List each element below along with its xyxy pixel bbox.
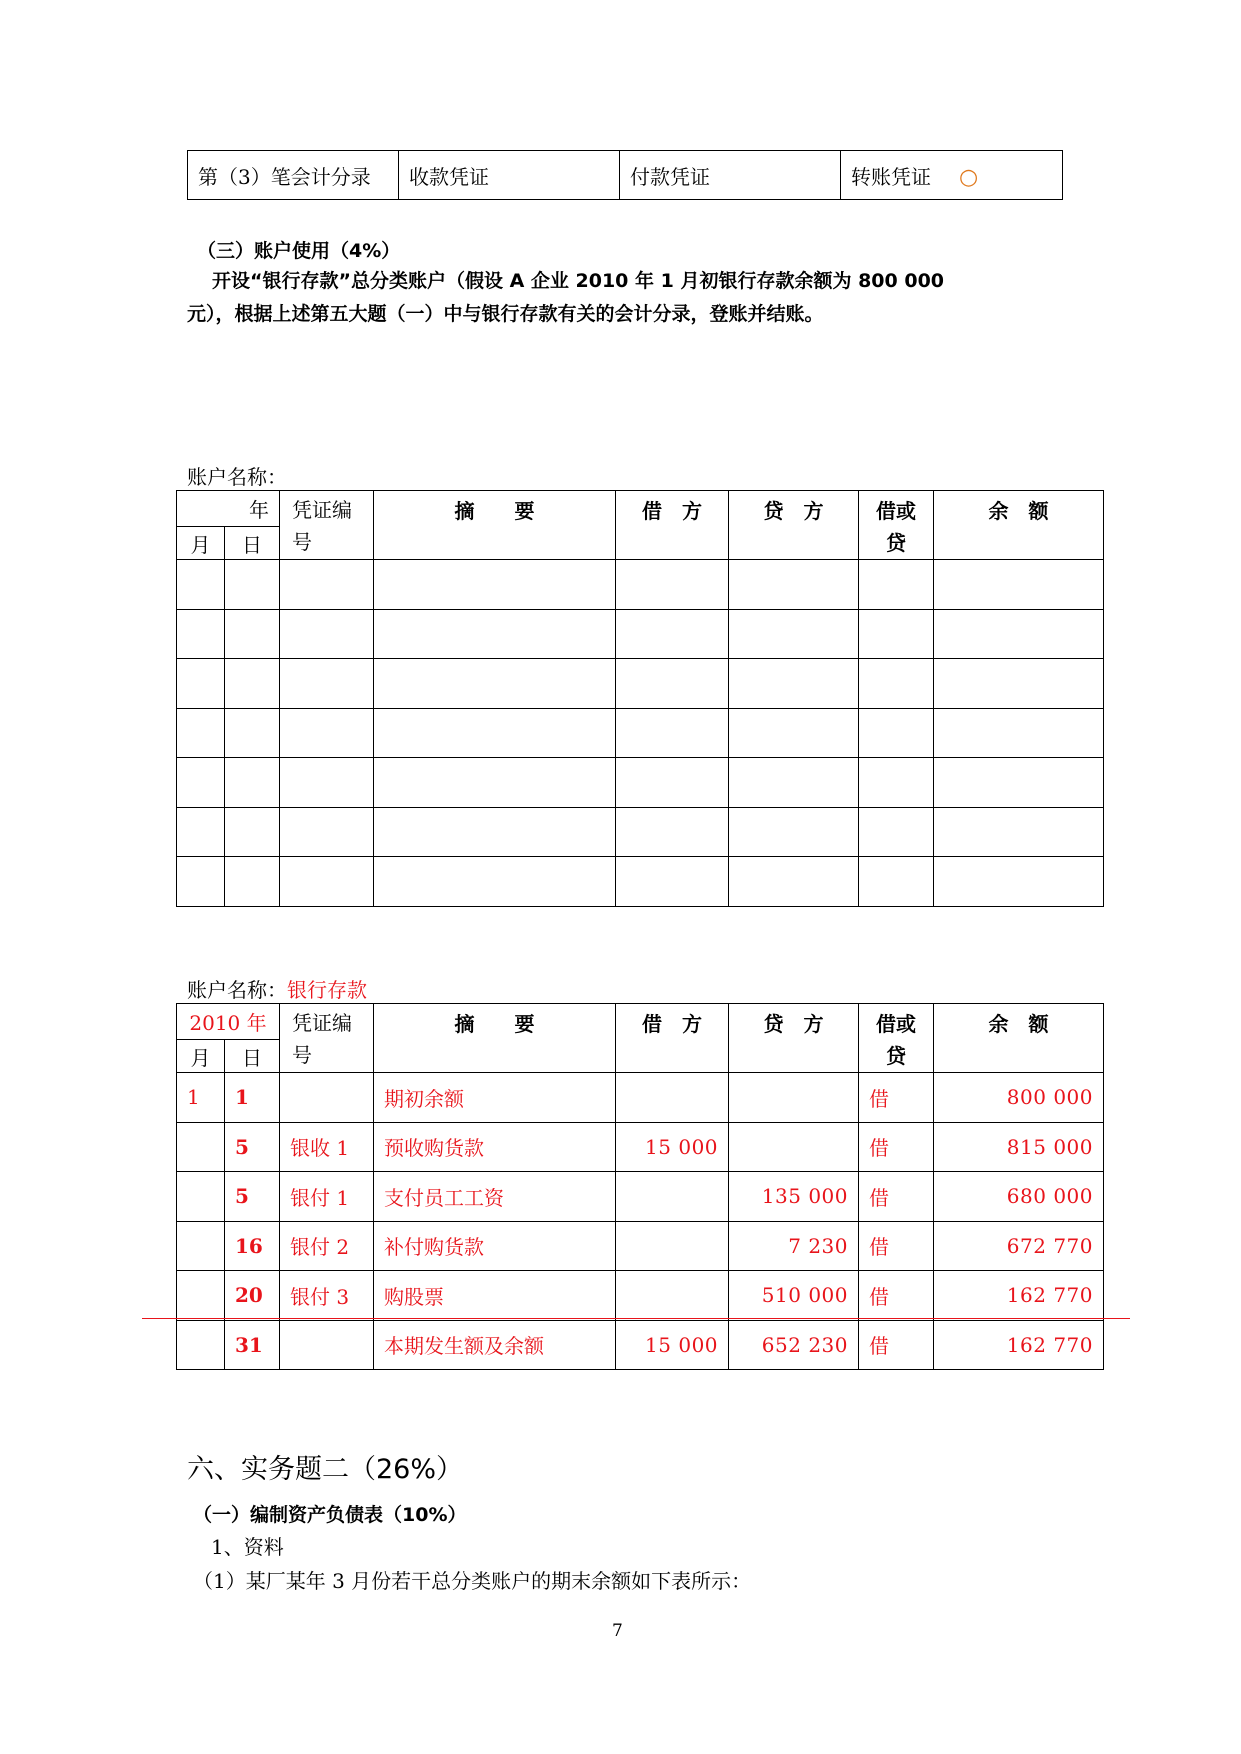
table-row (177, 807, 1104, 857)
summary-header: 摘 要 (374, 1004, 616, 1073)
section-6-subtitle: （一）编制资产负债表（10%） (193, 1504, 467, 1526)
day-cell: 5 (225, 1122, 280, 1172)
page-number: 7 (612, 1621, 623, 1641)
table-row (177, 1271, 1104, 1321)
filled-ledger-table (176, 1003, 1104, 1370)
dc-header-line2: 贷 (886, 1044, 907, 1068)
balance-cell: 680 000 (934, 1172, 1104, 1222)
balance-header: 余 额 (934, 491, 1104, 560)
month-cell (177, 1320, 225, 1370)
dc-cell: 借 (859, 1320, 934, 1370)
voucher-entry-label: 第（3）笔会计分录 (188, 151, 399, 200)
transfer-voucher-option: 转账凭证 (851, 164, 931, 189)
voucher-number-header (280, 1004, 374, 1073)
table-row (177, 659, 1104, 709)
debit-header: 借 方 (616, 1004, 729, 1073)
voucher-number-header-line2: 号 (292, 530, 312, 554)
debit-cell: 15 000 (616, 1320, 729, 1370)
account-name-label: 账户名称： (187, 465, 287, 489)
credit-cell: 7 230 (729, 1221, 859, 1271)
day-cell: 31 (225, 1320, 280, 1370)
voucher-cell: 银付 3 (280, 1271, 374, 1321)
day-cell: 1 (225, 1073, 280, 1123)
blank-ledger-account-label (187, 461, 287, 490)
dc-cell: 借 (859, 1172, 934, 1222)
blank-ledger-table (176, 490, 1104, 907)
table-row (177, 758, 1104, 808)
voucher-cell: 银付 1 (280, 1172, 374, 1222)
debit-cell (616, 1271, 729, 1321)
table-row (177, 1221, 1104, 1271)
credit-cell: 135 000 (729, 1172, 859, 1222)
debit-or-credit-header (859, 1004, 934, 1073)
day-header: 日 (225, 527, 280, 560)
summary-cell: 预收购货款 (374, 1122, 616, 1172)
payment-voucher-option: 付款凭证 (620, 151, 841, 200)
summary-cell: 本期发生额及余额 (374, 1320, 616, 1370)
filled-ledger-account-label (187, 974, 367, 1003)
table-row (177, 708, 1104, 758)
dc-cell: 借 (859, 1122, 934, 1172)
section-6-item-2: （1）某厂某年 3 月份若干总分类账户的期末余额如下表所示： (193, 1569, 752, 1593)
voucher-table (187, 150, 1063, 200)
summary-cell: 补付购货款 (374, 1221, 616, 1271)
voucher-number-header-line1: 凭证编 (292, 498, 352, 522)
credit-cell: 510 000 (729, 1271, 859, 1321)
dc-cell: 借 (859, 1271, 934, 1321)
table-row (177, 857, 1104, 907)
balance-header: 余 额 (934, 1004, 1104, 1073)
day-cell: 20 (225, 1271, 280, 1321)
balance-cell: 672 770 (934, 1221, 1104, 1271)
voucher-number-header-line2: 号 (292, 1043, 313, 1067)
credit-header: 贷 方 (729, 491, 859, 560)
table-row (177, 1073, 1104, 1123)
voucher-cell: 银付 2 (280, 1221, 374, 1271)
month-cell (177, 1271, 225, 1321)
table-row (177, 1122, 1104, 1172)
section-3-line-1: 开设“银行存款”总分类账户（假设 A 企业 2010 年 1 月初银行存款余额为 800 000 (212, 270, 945, 292)
debit-header: 借 方 (616, 491, 729, 560)
day-header: 日 (225, 1040, 280, 1073)
month-cell (177, 1122, 225, 1172)
section-3-line-2: 元），根据上述第五大题（一）中与银行存款有关的会计分录，登账并结账。 (187, 303, 824, 325)
voucher-cell (280, 1320, 374, 1370)
debit-or-credit-header (859, 491, 934, 560)
closing-red-line (142, 1318, 1130, 1319)
balance-cell: 800 000 (934, 1073, 1104, 1123)
voucher-number-header (280, 491, 374, 560)
dc-cell: 借 (859, 1073, 934, 1123)
month-cell (177, 1221, 225, 1271)
debit-cell (616, 1172, 729, 1222)
balance-cell: 815 000 (934, 1122, 1104, 1172)
dc-header-line1: 借或 (876, 1012, 917, 1036)
account-name-label: 账户名称： (187, 978, 287, 1002)
receipt-voucher-option: 收款凭证 (399, 151, 620, 200)
table-row (177, 1172, 1104, 1222)
account-name-value: 银行存款 (287, 978, 367, 1002)
month-header: 月 (177, 1040, 225, 1073)
section-3-title: （三）账户使用（4%） (197, 240, 401, 262)
transfer-voucher-cell (841, 151, 1063, 200)
day-cell: 5 (225, 1172, 280, 1222)
summary-cell: 购股票 (374, 1271, 616, 1321)
day-cell: 16 (225, 1221, 280, 1271)
credit-cell (729, 1073, 859, 1123)
table-row (177, 609, 1104, 659)
debit-cell (616, 1221, 729, 1271)
table-row (177, 560, 1104, 610)
voucher-number-header-line1: 凭证编 (292, 1011, 353, 1035)
summary-header: 摘 要 (374, 491, 616, 560)
month-cell: 1 (177, 1073, 225, 1123)
dc-cell: 借 (859, 1221, 934, 1271)
voucher-cell (280, 1073, 374, 1123)
dc-header-line2: 贷 (886, 531, 906, 555)
section-6-title: 六、实务题二（26%） (187, 1454, 464, 1485)
credit-cell: 652 230 (729, 1320, 859, 1370)
debit-cell (616, 1073, 729, 1123)
voucher-cell: 银收 1 (280, 1122, 374, 1172)
dc-header-line1: 借或 (876, 499, 916, 523)
table-row (177, 1320, 1104, 1370)
selection-circle-mark: ○ (959, 164, 979, 190)
balance-cell: 162 770 (934, 1271, 1104, 1321)
credit-header: 贷 方 (729, 1004, 859, 1073)
month-header: 月 (177, 527, 225, 560)
section-6-item-1: 1、资料 (211, 1535, 284, 1559)
credit-cell (729, 1122, 859, 1172)
year-header: 2010 年 (177, 1004, 280, 1040)
balance-cell: 162 770 (934, 1320, 1104, 1370)
debit-cell: 15 000 (616, 1122, 729, 1172)
summary-cell: 期初余额 (374, 1073, 616, 1123)
year-header: 年 (177, 491, 280, 527)
summary-cell: 支付员工工资 (374, 1172, 616, 1222)
month-cell (177, 1172, 225, 1222)
